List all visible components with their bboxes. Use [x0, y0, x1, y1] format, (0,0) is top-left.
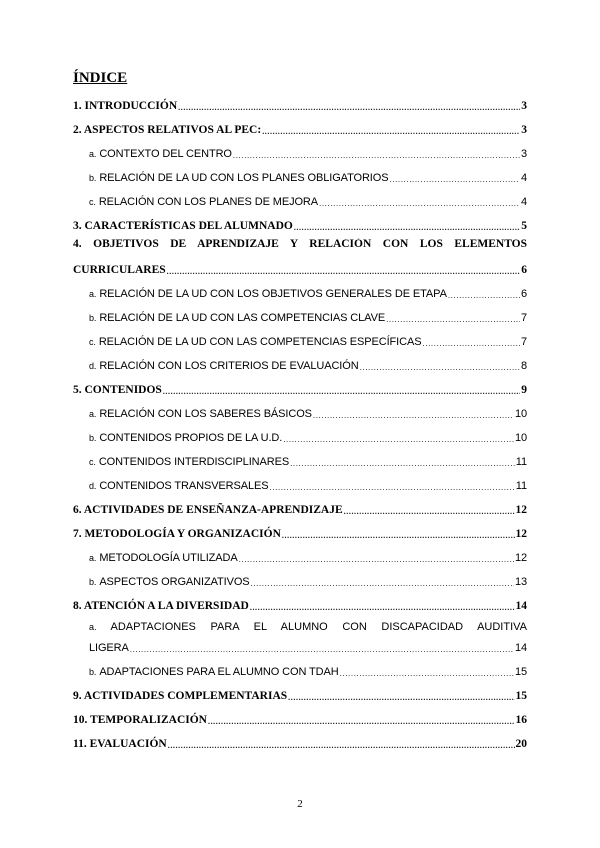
- toc-entry-contexto-centro[interactable]: a. CONTEXTO DEL CENTRO ..... 3: [89, 146, 527, 162]
- toc-entry-contenidos-propios[interactable]: b. CONTENIDOS PROPIOS DE LA U.D. ..... 10: [89, 430, 527, 446]
- toc-entry-criterios-evaluacion[interactable]: d. RELACIÓN CON LOS CRITERIOS DE EVALUACIÓN ..... 8: [89, 358, 527, 374]
- toc-entry-introduccion[interactable]: 1. INTRODUCCIÓN ..... 3: [73, 98, 527, 114]
- toc-entry-metodologia-utilizada[interactable]: a. METODOLOGÍA UTILIZADA ..... 12: [89, 550, 527, 566]
- toc-entry-planes-obligatorios[interactable]: b. RELACIÓN DE LA UD CON LOS PLANES OBLIGATORIOS ..... 4: [89, 170, 527, 186]
- toc-entry-tdah[interactable]: b. ADAPTACIONES PARA EL ALUMNO CON TDAH ..... 15: [89, 664, 527, 680]
- page-number: 2: [297, 798, 303, 810]
- index-title: ÍNDICE: [73, 70, 128, 86]
- toc-entry-caracteristicas-alumnado[interactable]: 3. CARACTERÍSTICAS DEL ALUMNADO ..... 5: [73, 218, 527, 234]
- toc-entry-contenidos-transversales[interactable]: d. CONTENIDOS TRANSVERSALES ..... 11: [89, 478, 527, 494]
- toc-entry-objetivos-generales[interactable]: a. RELACIÓN DE LA UD CON LOS OBJETIVOS GENERALES DE ETAPA ..... 6: [89, 286, 527, 302]
- toc-entry-aspectos-organizativos[interactable]: b. ASPECTOS ORGANIZATIVOS ..... 13: [89, 574, 527, 590]
- toc-entry-metodologia[interactable]: 7. METODOLOGÍA Y ORGANIZACIÓN ..... 12: [73, 526, 527, 542]
- toc-entry-contenidos-interdisciplinares[interactable]: c. CONTENIDOS INTERDISCIPLINARES ..... 11: [89, 454, 527, 470]
- toc-entry-discapacidad-auditiva-line2[interactable]: LIGERA ..... 14: [89, 640, 527, 656]
- toc-entry-temporalizacion[interactable]: 10. TEMPORALIZACIÓN ..... 16: [73, 712, 527, 728]
- toc-entry-objetivos-line1[interactable]: 4. OBJETIVOS DE APRENDIZAJE Y RELACIÓN CON LOS ELEMENTOS: [73, 238, 527, 250]
- toc-entry-objetivos-line2[interactable]: CURRICULARES ..... 6: [73, 262, 527, 278]
- toc-entry-saberes-basicos[interactable]: a. RELACIÓN CON LOS SABERES BÁSICOS ..... 10: [89, 406, 527, 422]
- toc-entry-discapacidad-auditiva-line1[interactable]: a. ADAPTACIONES PARA EL ALUMNO CON DISCAPACIDAD AUDITIVA: [89, 621, 527, 633]
- toc-entry-atencion-diversidad[interactable]: 8. ATENCIÓN A LA DIVERSIDAD ..... 14: [73, 598, 527, 614]
- toc-entry-contenidos[interactable]: 5. CONTENIDOS ..... 9: [73, 382, 527, 398]
- toc-entry-evaluacion[interactable]: 11. EVALUACIÓN ..... 20: [73, 736, 527, 752]
- toc-entry-planes-mejora[interactable]: c. RELACIÓN CON LOS PLANES DE MEJORA ..... 4: [89, 194, 527, 210]
- toc-entry-aspectos-pec[interactable]: 2. ASPECTOS RELATIVOS AL PEC: ..... 3: [73, 122, 527, 138]
- toc-entry-competencias-especificas[interactable]: c. RELACIÓN DE LA UD CON LAS COMPETENCIAS ESPECÍFICAS ..... 7: [89, 334, 527, 350]
- toc-entry-actividades-complementarias[interactable]: 9. ACTIVIDADES COMPLEMENTARIAS ..... 15: [73, 688, 527, 704]
- toc-entry-actividades-ensenanza[interactable]: 6. ACTIVIDADES DE ENSEÑANZA-APRENDIZAJE ..... 12: [73, 502, 527, 518]
- toc-entry-competencias-clave[interactable]: b. RELACIÓN DE LA UD CON LAS COMPETENCIAS CLAVE ..... 7: [89, 310, 527, 326]
